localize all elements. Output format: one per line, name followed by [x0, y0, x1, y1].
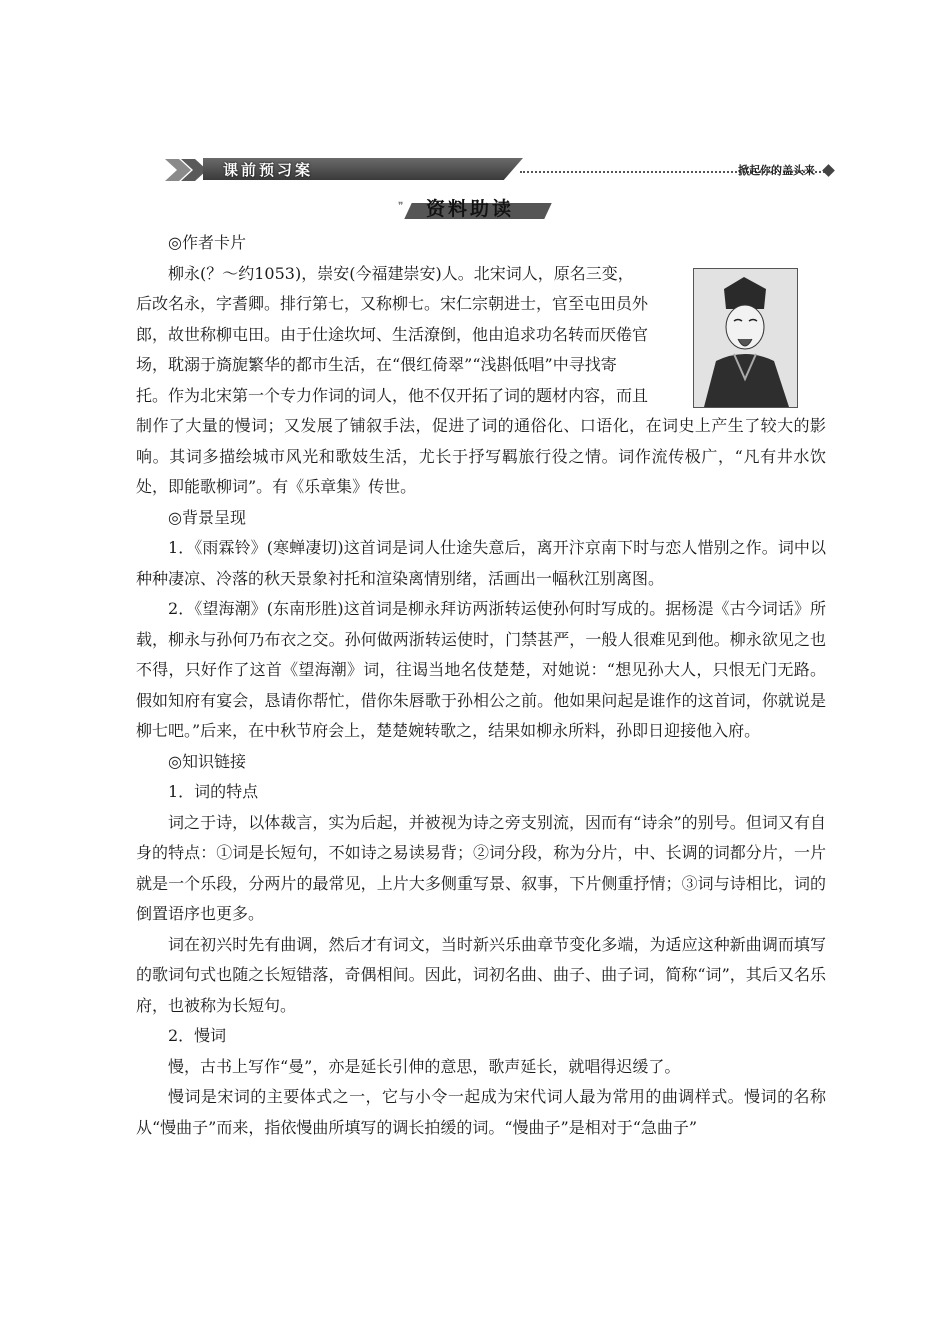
author-card-line: 柳永(？～约1053)，崇安(今福建崇安)人。北宋词人，原名三变，	[168, 263, 634, 283]
background-item-1: 1．《雨霖铃》(寒蝉凄切)这首词是词人仕途失意后，离开汴京南下时与恋人惜别之作。词中以种种凄凉、冷落的秋天景象衬托和渲染离情别绪，活画出一幅秋江别离图。	[136, 538, 826, 588]
diamond-icon	[822, 164, 835, 177]
header-tab-label: 课前预习案	[223, 161, 314, 179]
section-title: 资料助读	[426, 198, 515, 220]
author-card-paragraph: 制作了大量的慢词；又发展了铺叙手法，促进了词的通俗化、口语化，在词史上产生了较大的影响。其词多描绘城市风光和歌妓生活，尤长于抒写羁旅行役之情。词作流传极广，“凡有井水饮处，即能歌柳词”。有《乐章集》传世。	[136, 416, 826, 496]
author-card-line: 托。作为北宋第一个专力作词的词人，他不仅开拓了词的题材内容，而且	[136, 385, 649, 405]
section-title-block	[398, 193, 554, 227]
author-card-wrapped-block	[136, 259, 684, 412]
knowledge-paragraph: 词在初兴时先有曲调，然后才有词文，当时新兴乐曲章节变化多端，为适应这种新曲调而填写的歌词句式也随之长短错落，奇偶相间。因此，词初名曲、曲子、曲子词，简称“词”，其后又名乐府，也被称为长短句。	[136, 934, 826, 1015]
background-item-2: 2．《望海潮》(东南形胜)这首词是柳永拜访两浙转运使孙何时写成的。据杨湜《古今词话》所载，柳永与孙何乃布衣之交。孙何做两浙转运使时，门禁甚严，一般人很难见到他。柳永欲见之也不得，只好作了这首《望海潮》词，往谒当地名伎楚楚，对她说：“想见孙大人，只恨无门无路。假如知府有宴会，恳请你帮忙，借你朱唇歌于孙相公之前。他如果问起是谁作的这首词，你就说是柳七吧。”后来，在中秋节府会上，楚楚婉转歌之，结果如柳永所料，孙即日迎接他入府。	[136, 599, 826, 740]
lesson-header-bar	[165, 158, 835, 182]
knowledge-paragraph: 词之于诗，以体裁言，实为后起，并被视为诗之旁支别流，因而有“诗余”的别号。但词又有自身的特点：①词是长短句，不如诗之易读易背；②词分段，称为分片，中、长调的词都分片，一片就是一个乐段，分两片的最常见，上片大多侧重写景、叙事，下片侧重抒情；③词与诗相比，词的倒置语序也更多。	[136, 812, 826, 923]
header-slogan: 掀起你的盖头来	[738, 164, 815, 177]
knowledge-paragraph: 慢词是宋词的主要体式之一，它与小令一起成为宋代词人最为常用的曲调样式。慢词的名称从“慢曲子”而来，指依慢曲所填写的调长拍缓的词。“慢曲子”是相对于“急曲子”	[136, 1087, 826, 1137]
author-card-line: 郎，故世称柳屯田。由于仕途坎坷、生活潦倒，他由追求功名转而厌倦官	[136, 324, 649, 344]
document-body	[136, 228, 826, 1143]
knowledge-subheading-1: 1．词的特点	[168, 782, 259, 801]
author-card-line: 后改名永，字耆卿。排行第七，又称柳七。宋仁宗朝进士，官至屯田员外	[136, 294, 649, 313]
quote-ornament-icon: ❞	[398, 201, 404, 212]
background-heading: ◎背景呈现	[168, 507, 246, 527]
knowledge-paragraph: 慢，古书上写作“曼”，亦是延长引伸的意思，歌声延长，就唱得迟缓了。	[168, 1056, 681, 1076]
knowledge-subheading-2: 2．慢词	[168, 1026, 227, 1045]
knowledge-heading: ◎知识链接	[168, 751, 246, 771]
author-card-heading: ◎作者卡片	[168, 233, 246, 252]
author-card-line: 场，耽溺于旖旎繁华的都市生活，在“偎红倚翠”“浅斟低唱”中寻找寄	[136, 355, 617, 374]
